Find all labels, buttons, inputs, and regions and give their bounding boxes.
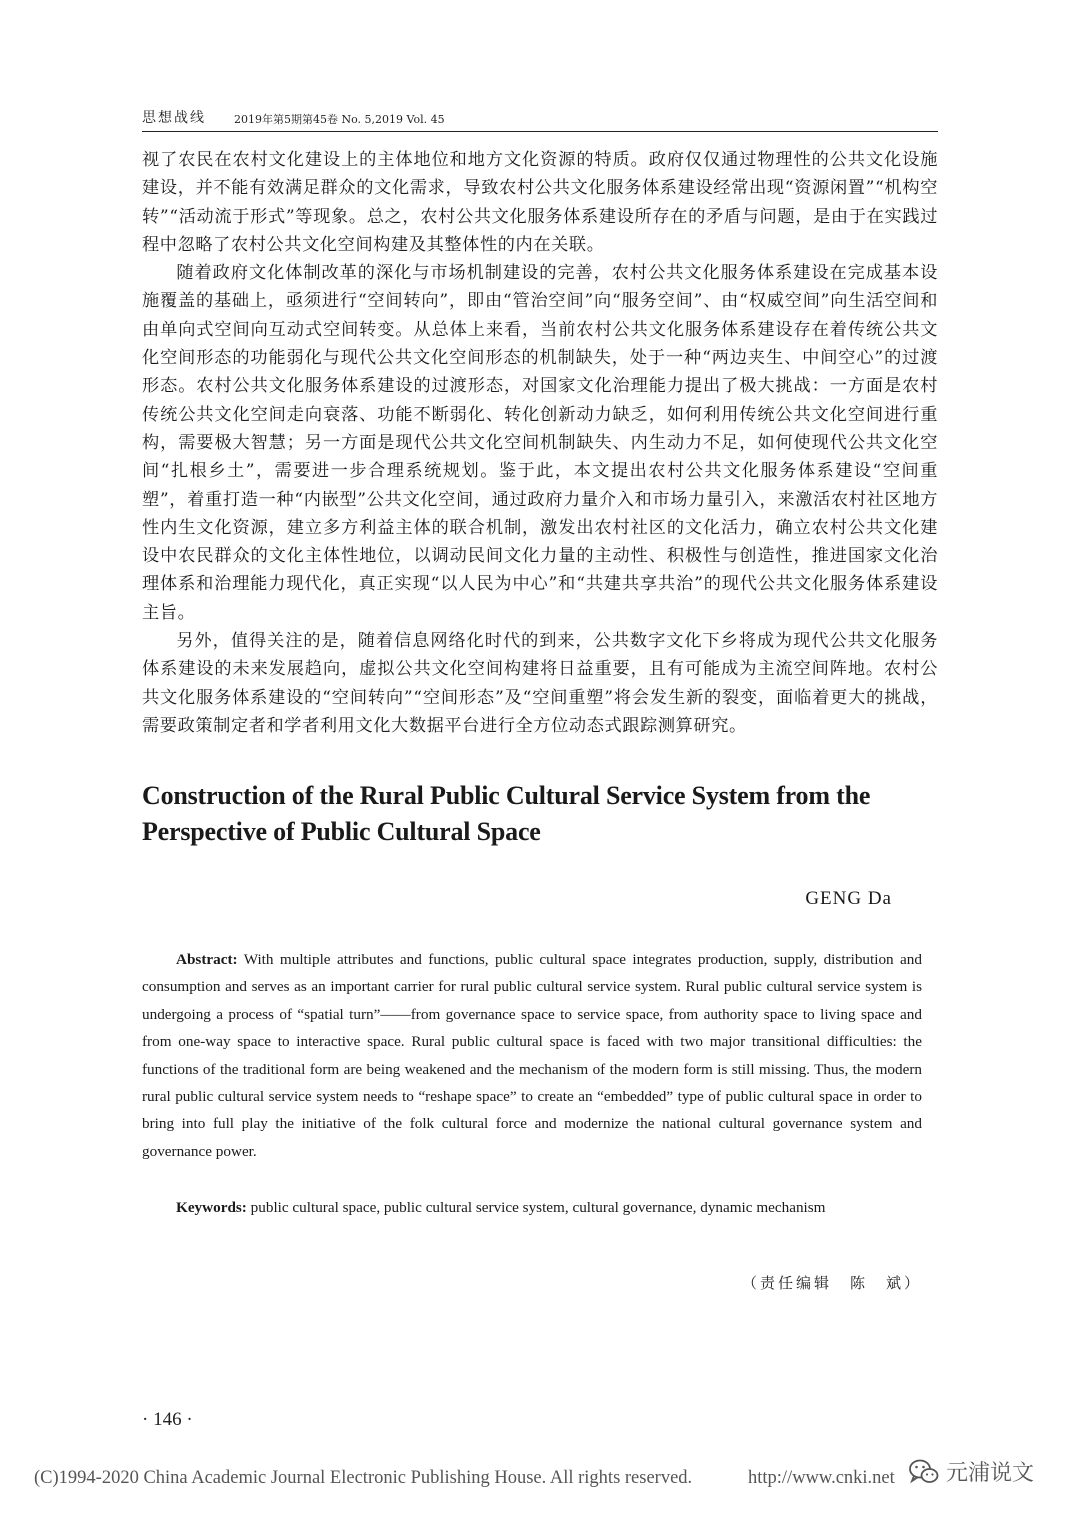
english-title: Construction of the Rural Public Cultural Service System from the Perspective of Public Cultural Space xyxy=(142,781,871,846)
page-number: · 146 · xyxy=(142,1409,193,1430)
keywords xyxy=(142,1194,922,1221)
body-paragraph-3: 另外，值得关注的是，随着信息网络化时代的到来，公共数字文化下乡将成为现代公共文化服务体系建设的未来发展趋向，虚拟公共文化空间构建将日益重要，且有可能成为主流空间阵地。农村公共文化服务体系建设的“空间转向”“空间形态”及“空间重塑”将会发生新的裂变，面临着更大的挑战，需要政策制定者和学者利用文化大数据平台进行全方位动态式跟踪测算研究。 xyxy=(142,631,938,736)
footer-copyright: (C)1994-2020 China Academic Journal Electronic Publishing House. All rights reserved. xyxy=(34,1468,693,1488)
body-paragraph-1: 视了农民在农村文化建设上的主体地位和地方文化资源的特质。政府仅仅通过物理性的公共文化设施建设，并不能有效满足群众的文化需求，导致农村公共文化服务体系建设经常出现“资源闲置”“机构空转”“活动流于形式”等现象。总之，农村公共文化服务体系建设所存在的矛盾与问题，是由于在实践过程中忽略了农村公共文化空间构建及其整体性的内在关联。 xyxy=(142,150,938,255)
body-paragraph-2: 随着政府文化体制改革的深化与市场机制建设的完善，农村公共文化服务体系建设在完成基本设施覆盖的基础上，亟须进行“空间转向”，即由“管治空间”向“服务空间”、由“权威空间”向生活空间和由单向式空间向互动式空间转变。从总体上来看，当前农村公共文化服务体系建设存在着传统公共文化空间形态的功能弱化与现代公共文化空间形态的机制缺失，处于一种“两边夹生、中间空心”的过渡形态。农村公共文化服务体系建设的过渡形态，对国家文化治理能力提出了极大挑战：一方面是农村传统公共文化空间走向衰落、功能不断弱化、转化创新动力缺乏，如何利用传统公共文化空间进行重构，需要极大智慧；另一方面是现代公共文化空间机制缺失、内生动力不足，如何使现代公共文化空间“扎根乡土”，需要进一步合理系统规划。鉴于此，本文提出农村公共文化服务体系建设“空间重塑”，着重打造一种“内嵌型”公共文化空间，通过政府力量介入和市场力量引入，来激活农村社区地方性内生文化资源，建立多方利益主体的联合机制，激发出农村社区的文化活力，确立农村公共文化建设中农民群众的文化主体性地位，以调动民间文化力量的主动性、积极性与创造性，推进国家文化治理体系和治理能力现代化，真正实现“以人民为中心”和“共建共享共治”的现代公共文化服务体系建设主旨。 xyxy=(142,263,938,623)
journal-name: 思想战线 xyxy=(142,110,206,126)
abstract xyxy=(142,946,922,1165)
footer-url[interactable]: http://www.cnki.net xyxy=(748,1468,895,1488)
keywords-label: Keywords: xyxy=(176,1199,247,1216)
wechat-icon xyxy=(908,1458,940,1486)
watermark xyxy=(908,1456,1034,1487)
chinese-body-text xyxy=(142,146,938,740)
watermark-text: 元浦说文 xyxy=(946,1461,1035,1486)
abstract-text: With multiple attributes and functions, public cultural space integrates production, supply, distribution and consumption and serves as an important carrier for rural public cultural service system. Rural public cultural service system is undergoing a process of “spatial turn”——from governance space to service space, from authority space to living space and from one-way space to interactive space. Rural public cultural space is faced with two major transitional difficulties: the functions of the traditional form are being weakened and the mechanism of the modern form is still missing. Thus, the modern rural public cultural service system needs to “reshape space” to create an “embedded” type of public cultural space in order to bring into full play the initiative of the folk cultural force and modernize the national cultural governance system and governance power. xyxy=(142,951,922,1160)
author-name: GENG Da xyxy=(805,888,892,909)
keywords-text: public cultural space, public cultural service system, cultural governance, dynamic mechanism xyxy=(250,1199,826,1216)
running-header xyxy=(142,104,938,132)
issue-info: 2019年第5期第45卷 No. 5,2019 Vol. 45 xyxy=(234,113,445,126)
abstract-label: Abstract: xyxy=(176,951,238,968)
editor-note: （责任编辑 陈 斌） xyxy=(741,1274,922,1292)
